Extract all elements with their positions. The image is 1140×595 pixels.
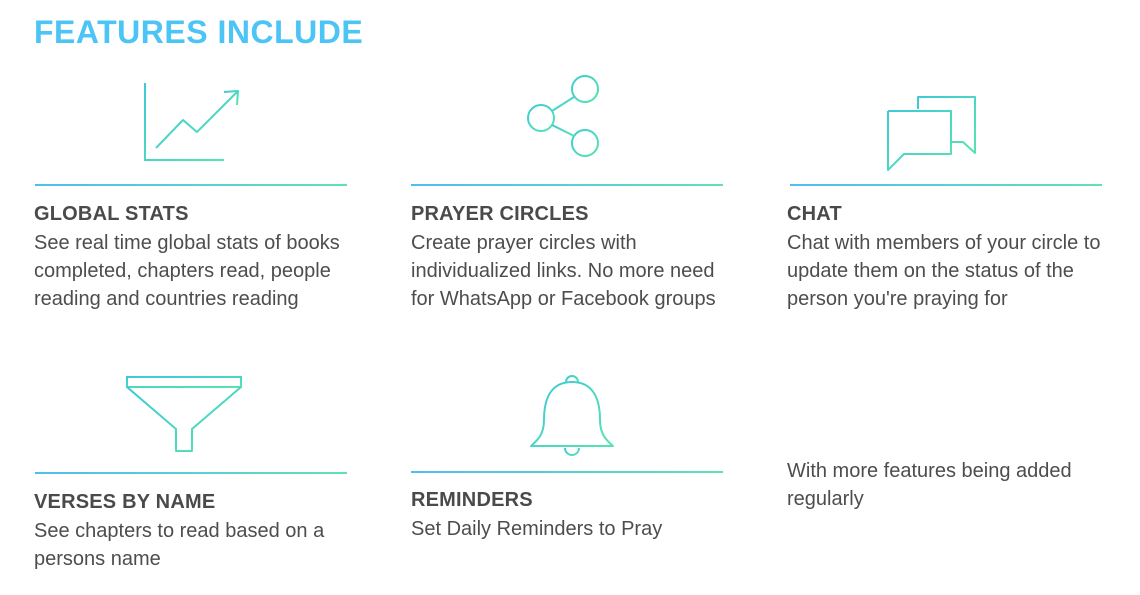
feature-title: CHAT bbox=[787, 203, 842, 225]
feature-title: PRAYER CIRCLES bbox=[411, 203, 589, 225]
feature-description: See real time global stats of books completed, chapters read, people reading and countries reading bbox=[34, 232, 340, 310]
trending-up-chart-icon bbox=[140, 80, 244, 166]
feature-description: Chat with members of your circle to update them on the status of the person you're praying for bbox=[787, 232, 1101, 310]
feature-title: REMINDERS bbox=[411, 489, 533, 511]
feature-title: GLOBAL STATS bbox=[34, 203, 189, 225]
feature-description: Create prayer circles with individualized links. No more need for WhatsApp or Facebook groups bbox=[411, 232, 716, 310]
page-title: FEATURES INCLUDE bbox=[34, 14, 364, 50]
more-features-note: With more features being added regularly bbox=[787, 460, 1072, 510]
divider bbox=[35, 472, 347, 474]
chat-bubbles-icon bbox=[884, 95, 980, 175]
bell-icon bbox=[526, 372, 618, 462]
feature-description: See chapters to read based on a persons name bbox=[34, 520, 325, 570]
divider bbox=[411, 184, 723, 186]
feature-description: Set Daily Reminders to Pray bbox=[411, 518, 663, 540]
funnel-filter-icon bbox=[124, 374, 244, 454]
divider bbox=[411, 471, 723, 473]
divider bbox=[790, 184, 1102, 186]
divider bbox=[35, 184, 347, 186]
share-network-icon bbox=[522, 72, 606, 162]
feature-title: VERSES BY NAME bbox=[34, 491, 216, 513]
